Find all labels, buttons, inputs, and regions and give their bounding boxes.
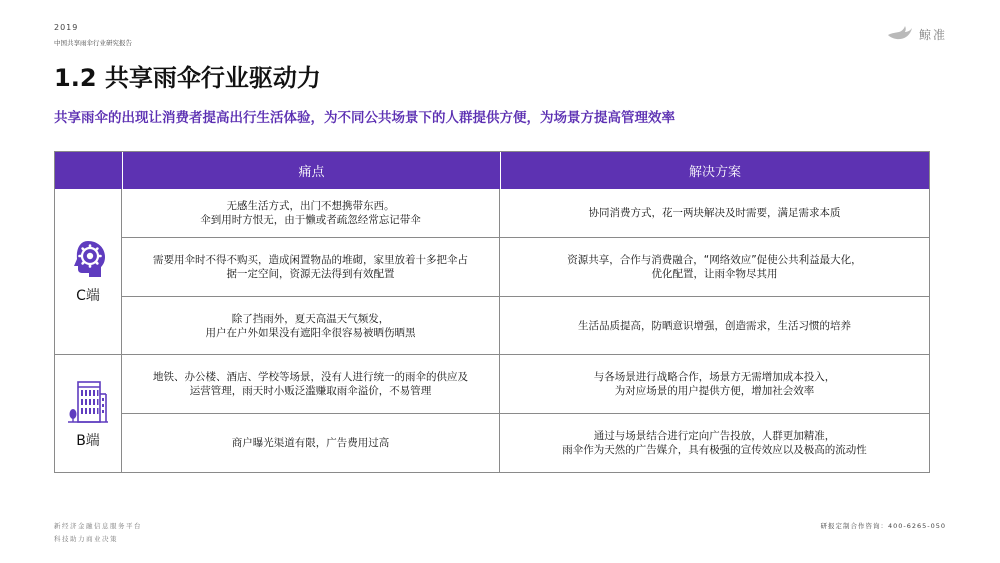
user-gear-head-icon <box>68 239 108 281</box>
group-c-side <box>55 189 122 355</box>
group-c-label: C端 <box>76 287 100 304</box>
footer-tagline-2: 科技助力商业决策 <box>54 535 118 543</box>
table-row-pain: 地铁、办公楼、酒店、学校等场景，没有人进行统一的雨伞的供应及 运营管理，雨天时小贩泛滥赚取雨伞溢价，不易管理 <box>122 355 500 414</box>
table-row-solution: 资源共享，合作与消费融合，“网络效应”促使公共利益最大化， 优化配置，让雨伞物尽其用 <box>500 238 929 297</box>
header-pain-points: 痛点 <box>122 152 500 189</box>
table-header <box>55 152 929 189</box>
table-row-solution: 协同消费方式，花一两块解决及时需要，满足需求本质 <box>500 189 929 238</box>
brand-logo <box>886 25 947 43</box>
logo-text: 鲸准 <box>919 27 948 42</box>
table-row-pain: 需要用伞时不得不购买，造成闲置物品的堆砌，家里放着十多把伞占 据一定空间，资源无法得到有效配置 <box>122 238 500 297</box>
page-subtitle: 共享雨伞的出现让消费者提高出行生活体验，为不同公共场景下的人群提供方便，为场景方提高管理效率 <box>54 110 675 126</box>
report-title: 中国共享雨伞行业研究报告 <box>54 39 132 47</box>
group-b-side <box>55 355 122 472</box>
whale-logo-icon <box>886 25 914 43</box>
group-b-label: B端 <box>76 432 100 449</box>
office-building-icon <box>66 378 110 426</box>
driver-table <box>54 151 930 473</box>
table-row-solution: 与各场景进行战略合作，场景方无需增加成本投入， 为对应场景的用户提供方便，增加社会效率 <box>500 355 929 414</box>
table-row-solution: 生活品质提高，防晒意识增强，创造需求，生活习惯的培养 <box>500 297 929 355</box>
table-row-pain: 商户曝光渠道有限，广告费用过高 <box>122 414 500 472</box>
report-year: 2019 <box>54 23 79 32</box>
header-solutions: 解决方案 <box>500 152 929 189</box>
page-title: 1.2 共享雨伞行业驱动力 <box>54 64 321 92</box>
table-row-pain: 无感生活方式，出门不想携带东西。 伞到用时方恨无，由于懒或者疏忽经常忘记带伞 <box>122 189 500 238</box>
table-row-solution: 通过与场景结合进行定向广告投放，人群更加精准， 雨伞作为天然的广告媒介，具有极强的宣传效应以及极高的流动性 <box>562 430 867 456</box>
footer-tagline-1: 新经济金融信息服务平台 <box>54 522 142 530</box>
footer-contact: 研报定制合作咨询：400-6265-050 <box>820 522 946 530</box>
table-row-pain: 除了挡雨外，夏天高温天气频发， 用户在户外如果没有遮阳伞很容易被晒伤晒黑 <box>122 297 500 355</box>
